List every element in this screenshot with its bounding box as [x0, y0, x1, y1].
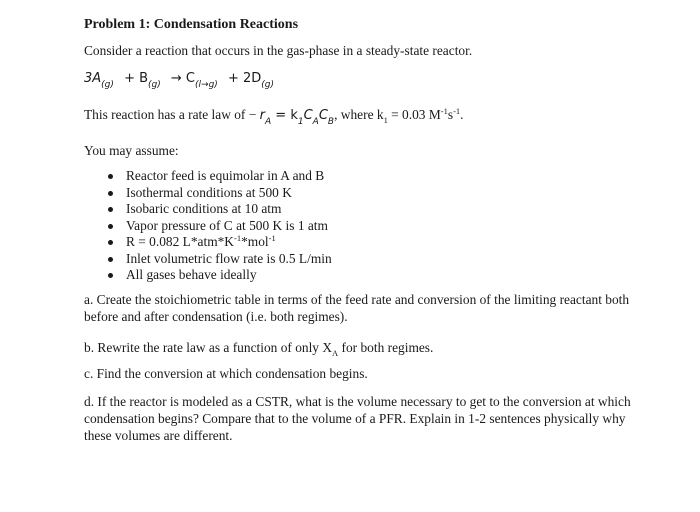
rate-r: r — [259, 108, 265, 123]
product-d — [227, 71, 274, 90]
assumption-feed: Reactor feed is equimolar in A and B — [84, 168, 332, 185]
rate-eq-k: = k — [271, 108, 298, 123]
rate-law-prefix: This reaction has a rate law of − — [84, 107, 257, 122]
gas-constant-k-exp: -1 — [233, 233, 242, 243]
question-d: d. If the reactor is modeled as a CSTR, what is the volume necessary to get to the conversion at which condensation begins? Compare that to the volume of a PFR. Explain in 1-2 sentences physically why these volumes are different. — [84, 394, 631, 443]
assumption-ideal-gas: All gases behave ideally — [84, 267, 332, 284]
reactant-b — [124, 71, 161, 90]
reactant-a-state: (g) — [101, 80, 114, 90]
rate-where: where k — [337, 107, 384, 122]
reactant-a — [84, 71, 114, 90]
question-b-suffix: for both regimes. — [338, 340, 434, 355]
assumption-flow-rate: Inlet volumetric flow rate is 0.5 L/min — [84, 251, 332, 268]
rate-unit-s: s — [447, 107, 454, 122]
assumption-gas-constant — [84, 234, 332, 251]
rate-value: = 0.03 M — [387, 107, 441, 122]
problem-title: Problem 1: Condensation Reactions — [84, 17, 299, 32]
rate-law-expression — [259, 108, 335, 127]
product-c-state: (l→g) — [195, 80, 218, 90]
rate-m-exp: -1 — [440, 106, 448, 116]
rate-where-sub: 1 — [383, 115, 388, 125]
gas-constant-text: R = 0.082 L*atm*K — [126, 234, 234, 249]
gas-constant-mol: *mol — [241, 234, 269, 249]
question-b — [84, 340, 644, 357]
rate-law-sentence — [84, 106, 644, 127]
reactant-a-label: 3A — [84, 71, 102, 86]
arrow-c-label: → C — [170, 71, 196, 86]
question-a: a. Create the stoichiometric table in terms of the feed rate and conversion of the limiting reactant both before and after condensation (i.e. both regimes). — [84, 292, 630, 324]
rate-s-exp: -1 — [453, 106, 461, 116]
product-d-state: (g) — [261, 80, 274, 90]
rate-r-sub: A — [264, 117, 272, 127]
rate-cb: C — [318, 108, 328, 123]
rate-cb-sub: B — [327, 117, 335, 127]
reactant-b-state: (g) — [148, 80, 161, 90]
rate-ca-sub: A — [312, 117, 319, 127]
plus-d-label: + 2D — [227, 71, 262, 86]
assume-header: You may assume: — [84, 143, 179, 158]
rate-ca: C — [303, 108, 313, 123]
intro-text: Consider a reaction that occurs in the gas-phase in a steady-state reactor. — [84, 43, 473, 58]
product-c — [170, 71, 218, 90]
rate-end: . — [460, 107, 464, 122]
gas-constant-mol-exp: -1 — [268, 233, 276, 243]
rate-comma: , — [334, 107, 338, 122]
question-b-prefix: b. Rewrite the rate law as a function of only X — [84, 340, 333, 355]
question-b-sub: A — [332, 348, 339, 358]
plus-b-label: + B — [124, 71, 149, 86]
rate-k-sub: 1 — [297, 117, 304, 127]
assumptions-list — [84, 168, 332, 284]
question-c: c. Find the conversion at which condensation begins. — [84, 366, 368, 381]
reaction-equation — [84, 71, 274, 90]
assumption-vapor-pressure: Vapor pressure of C at 500 K is 1 atm — [84, 218, 332, 235]
assumption-isothermal: Isothermal conditions at 500 K — [84, 185, 332, 202]
assumption-isobaric: Isobaric conditions at 10 atm — [84, 201, 332, 218]
